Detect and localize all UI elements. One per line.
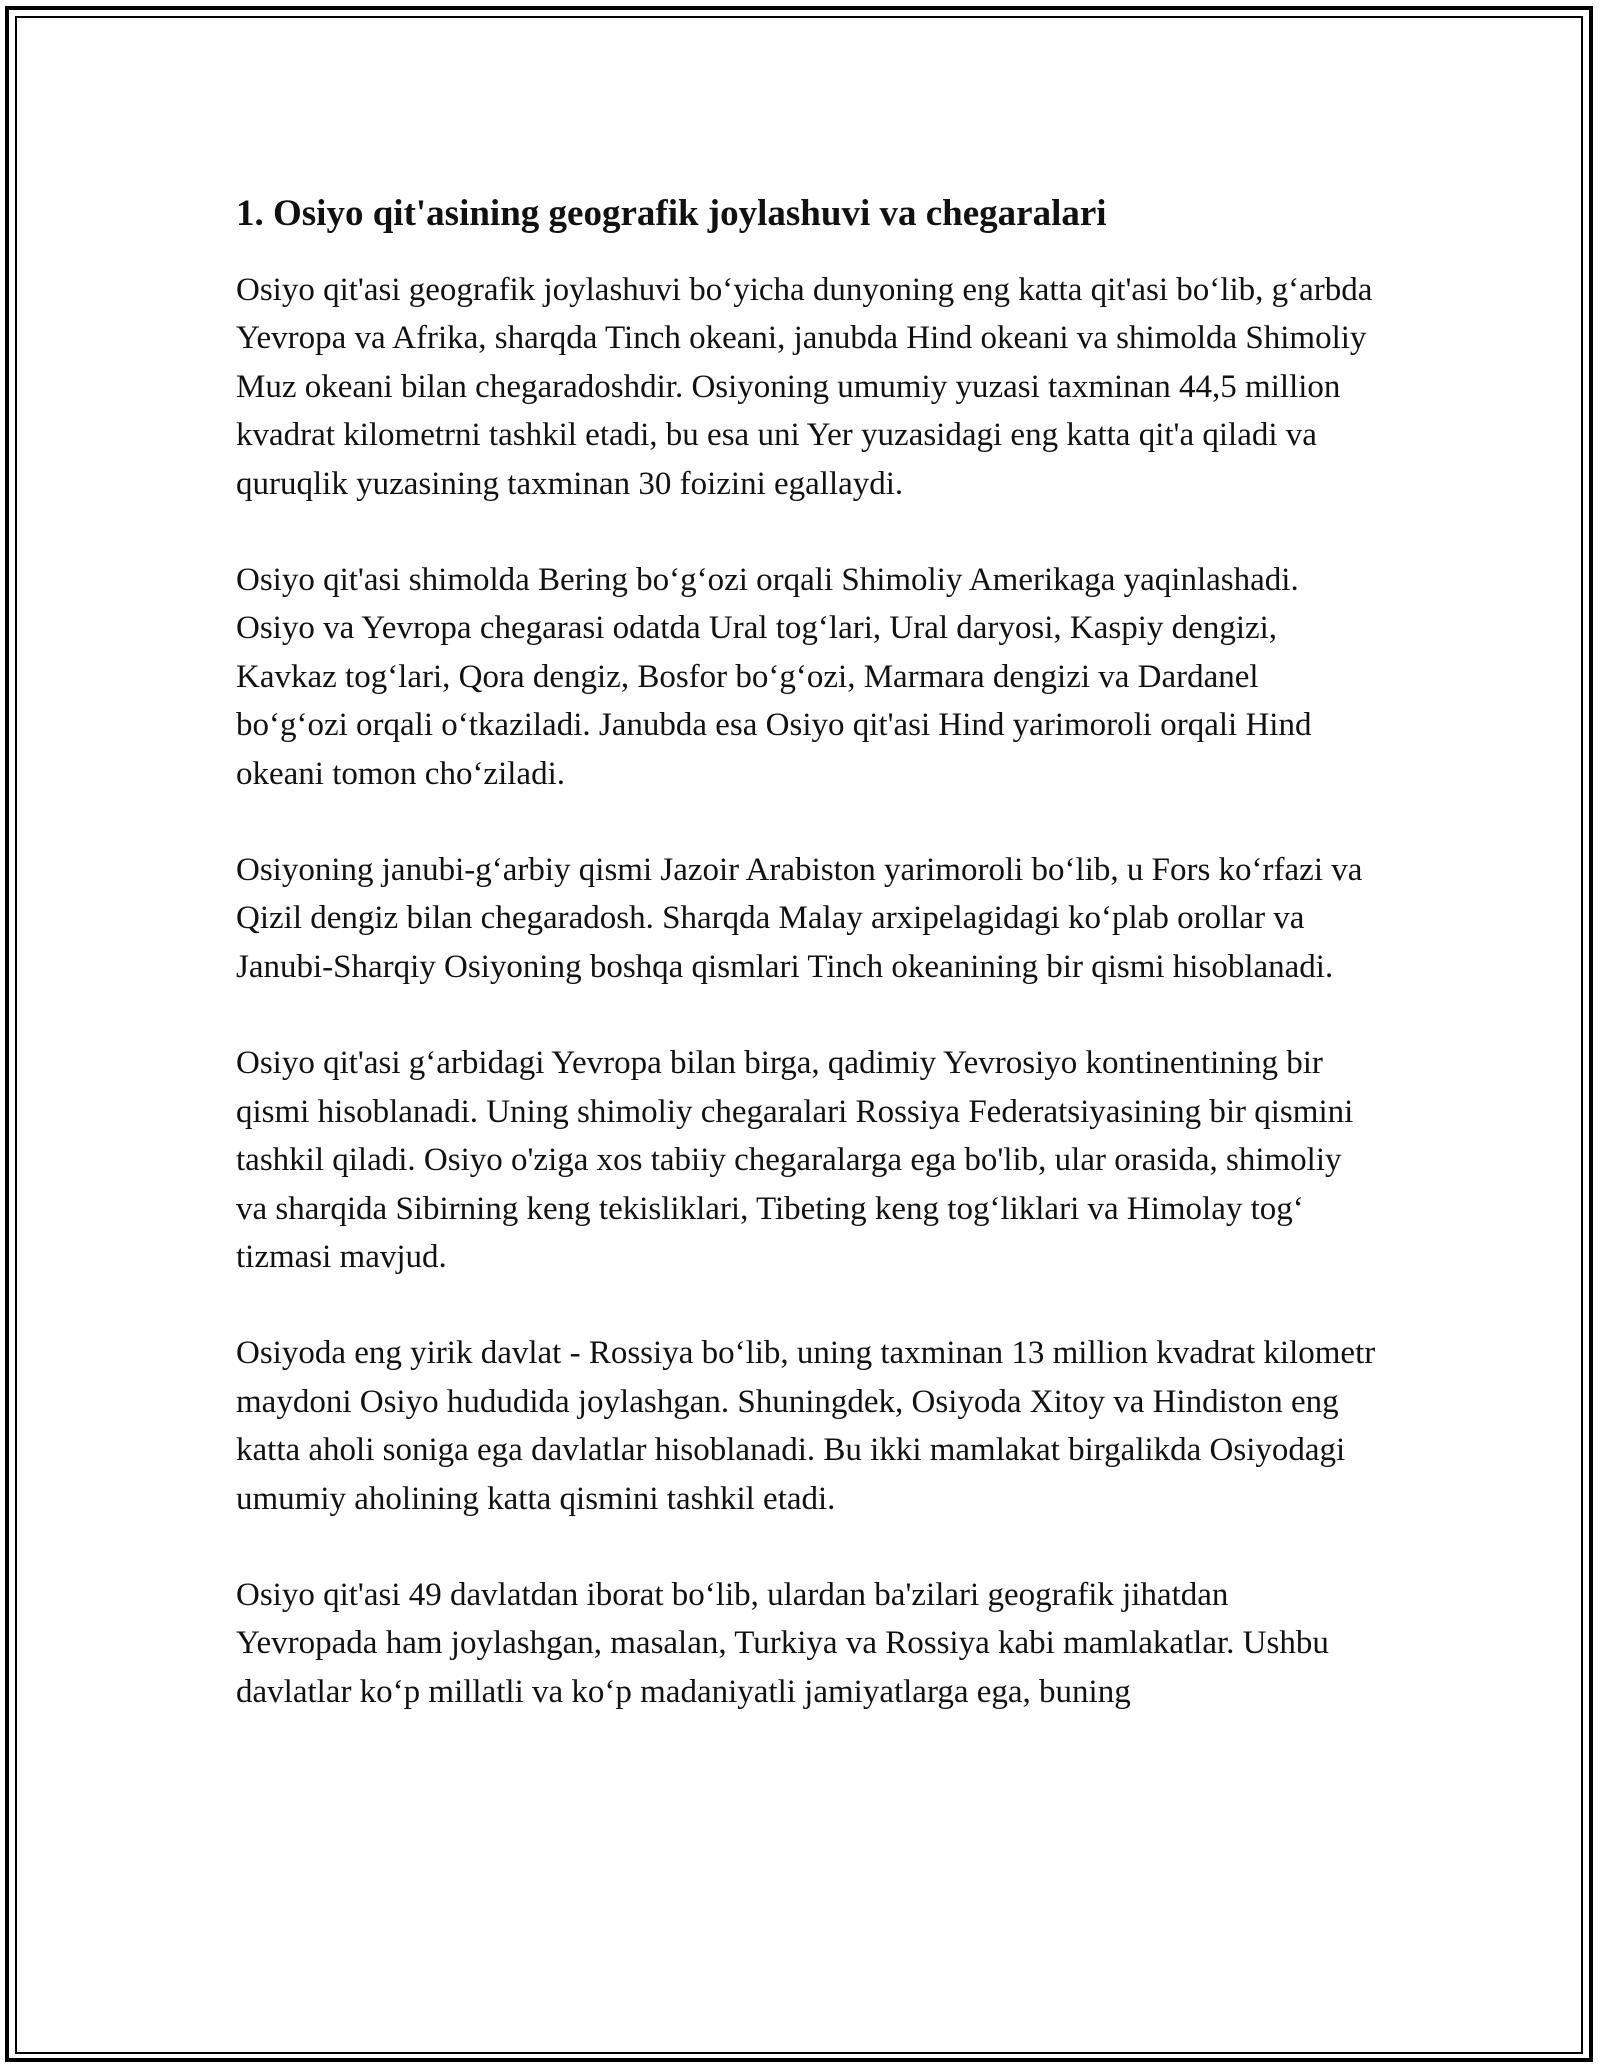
paragraph-geographic-position: Osiyo qit'asi geografik joylashuvi bo‘yicha dunyoning eng katta qit'asi bo‘lib, g‘arbda Yevropa va Afrika, sharqda Tinch okeani, janubda Hind okeani va shimolda Shimoliy Muz okeani bilan chegaradoshdir. Osiyoning umumiy yuzasi taxminan 44,5 million kvadrat kilometrni tashkil etadi, bu esa uni Yer yuzasidagi eng katta qit'a qiladi va quruqlik yuzasining taxminan 30 foizini egallaydi. (236, 272, 1373, 502)
paragraph-eurasia: Osiyo qit'asi g‘arbidagi Yevropa bilan birga, qadimiy Yevrosiyo kontinentining bir qismi hisoblanadi. Uning shimoliy chegaralari Rossiya Federatsiyasining bir qismini tashkil qiladi. Osiyo o'ziga xos tabiiy chegaralarga ega bo'lib, ular orasida, shimoliy va sharqida Sibirning keng tekisliklari, Tibeting keng tog‘liklari va Himolay tog‘ tizmasi mavjud. (236, 1045, 1354, 1275)
paragraph-northern-border: Osiyo qit'asi shimolda Bering bo‘g‘ozi orqali Shimoliy Amerikaga yaqinlashadi. Osiyo va Yevropa chegarasi odatda Ural tog‘lari, Ural daryosi, Kaspiy dengizi, Kavkaz tog‘lari, Qora dengiz, Bosfor bo‘g‘ozi, Marmara dengizi va Dardanel bo‘g‘ozi orqali o‘tkaziladi. Janubda esa Osiyo qit'asi Hind yarimoroli orqali Hind okeani tomon cho‘ziladi. (236, 562, 1312, 792)
paragraph-countries: Osiyo qit'asi 49 davlatdan iborat bo‘lib, ulardan ba'zilari geografik jihatdan Yevropada ham joylashgan, masalan, Turkiya va Rossiya kabi mamlakatlar. Ushbu davlatlar ko‘p millatli va ko‘p madaniyatli jamiyatlarga ega, buning (236, 1576, 1329, 1710)
section-heading: 1. Osiyo qit'asining geografik joylashuvi va chegaralari (236, 193, 1107, 234)
paragraph-largest-states: Osiyoda eng yirik davlat - Rossiya bo‘lib, uning taxminan 13 million kvadrat kilometr maydoni Osiyo hududida joylashgan. Shuningdek, Osiyoda Xitoy va Hindiston eng katta aholi soniga ega davlatlar hisoblanadi. Bu ikki mamlakat birgalikda Osiyodagi umumiy aholining katta qismini tashkil etadi. (236, 1335, 1376, 1517)
paragraph-southwest-region: Osiyoning janubi-g‘arbiy qismi Jazoir Arabiston yarimoroli bo‘lib, u Fors ko‘rfazi va Qizil dengiz bilan chegaradosh. Sharqda Malay arxipelagidagi ko‘plab orollar va Janubi-Sharqiy Osiyoning boshqa qismlari Tinch okeanining bir qismi hisoblanadi. (236, 852, 1363, 985)
document-body (236, 188, 1376, 1764)
